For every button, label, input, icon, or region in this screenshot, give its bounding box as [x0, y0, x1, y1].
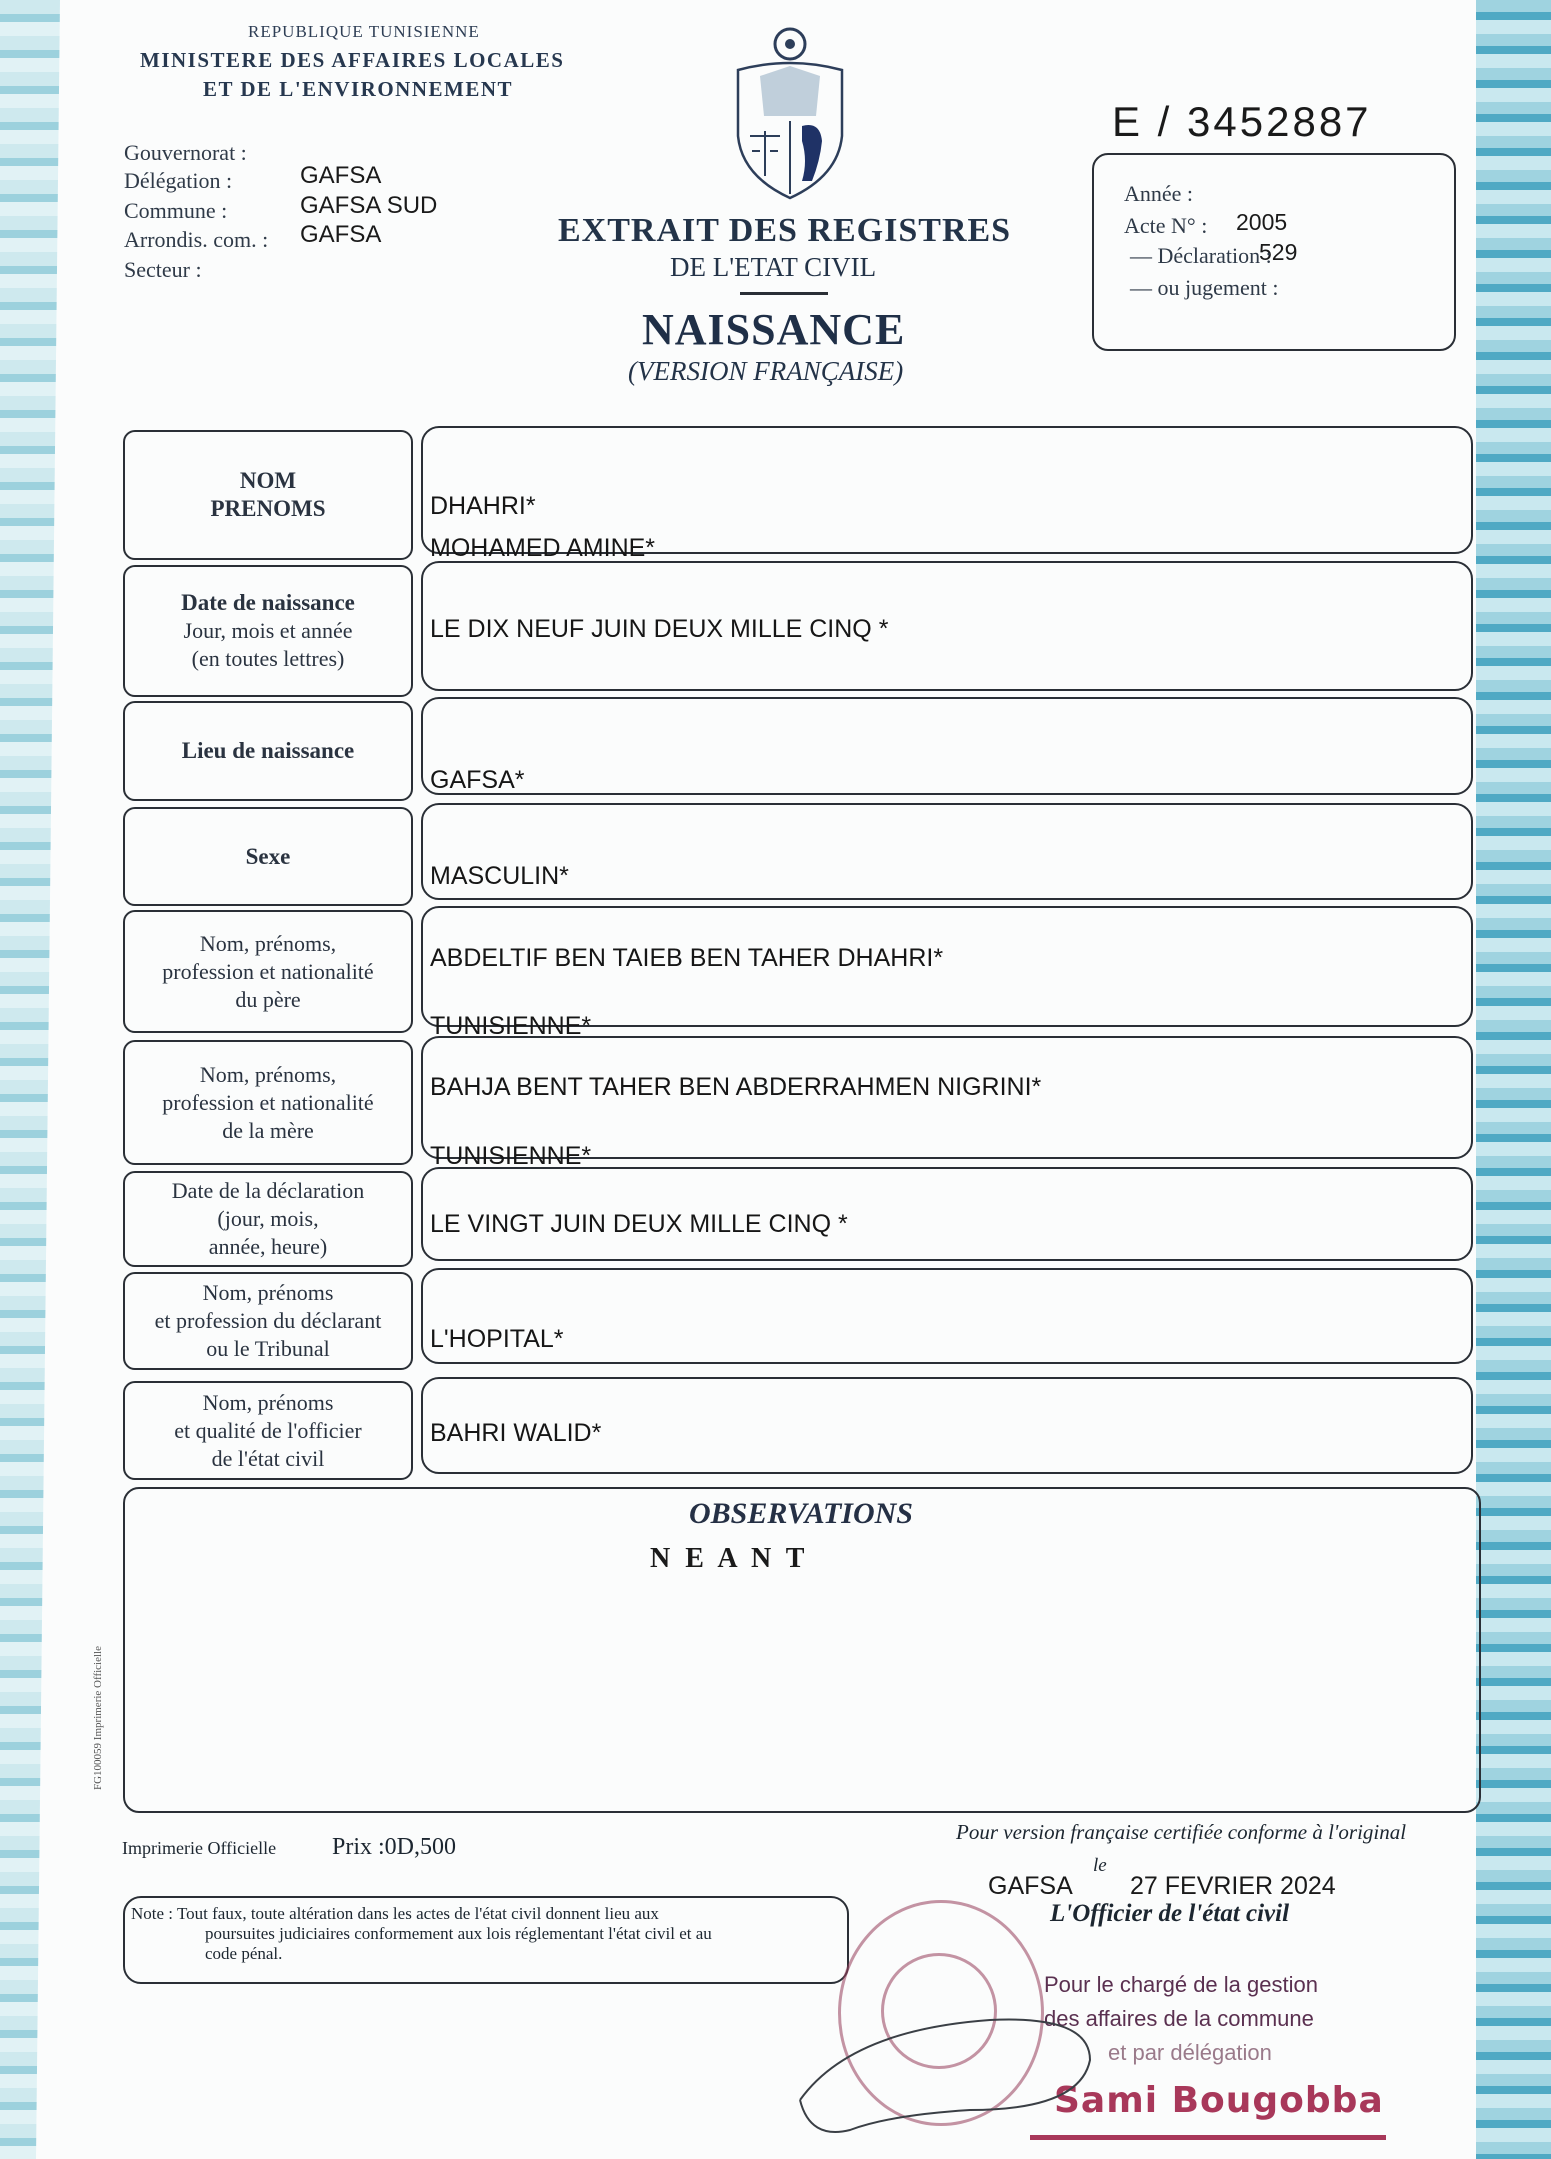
ministry-heading-2: ET DE L'ENVIRONNEMENT: [203, 77, 513, 101]
row-label-cell: [123, 701, 413, 801]
title-divider: [740, 292, 828, 295]
row-label: Sexe: [245, 843, 291, 869]
header-field-label: Délégation :: [124, 168, 233, 193]
row-label: Nom, prénoms: [202, 1389, 334, 1415]
row-label-cell: [123, 430, 413, 560]
document-title: EXTRAIT DES REGISTRES: [558, 212, 1012, 249]
row-label: (jour, mois,: [217, 1206, 319, 1231]
printer-side-mark: FG100059 Imprimerie Officielle: [92, 1646, 104, 1790]
row-label: NOM: [239, 468, 297, 493]
decorative-border-right: [1476, 0, 1551, 2159]
delegation-line-3: et par délégation: [1108, 2040, 1272, 2065]
annee-value: 2005: [1236, 209, 1288, 235]
republic-heading: REPUBLIQUE TUNISIENNE: [248, 22, 480, 41]
serial-number: E / 3452887: [1112, 98, 1372, 145]
row-value: MASCULIN*: [430, 862, 569, 890]
header-field-label: Gouvernorat :: [124, 140, 247, 165]
header-field-value: GAFSA: [300, 221, 382, 248]
row-label-cell: [123, 565, 413, 697]
row-label: profession et nationalité: [162, 1089, 374, 1115]
issue-date: 27 FEVRIER 2024: [1130, 1872, 1336, 1900]
row-label: de la mère: [222, 1117, 314, 1143]
row-label-cell: [123, 1272, 413, 1370]
header-field-label: Commune :: [124, 198, 228, 223]
header-field-label: Arrondis. com. :: [124, 227, 269, 252]
officer-title: L'Officier de l'état civil: [1050, 1900, 1290, 1927]
row-value: L'HOPITAL*: [430, 1325, 564, 1353]
row-value: TUNISIENNE*: [430, 1012, 592, 1040]
observations-box: [123, 1487, 1481, 1813]
price: Prix :0D,500: [332, 1834, 457, 1860]
issue-place: GAFSA: [988, 1872, 1073, 1900]
row-label: Nom, prénoms,: [199, 1061, 337, 1087]
legal-note-box: [123, 1896, 849, 1984]
row-label: Lieu de naissance: [181, 738, 355, 763]
row-value: GAFSA*: [430, 766, 525, 794]
note-line-2: poursuites judiciaires conformement aux lois réglementant l'état civil et au: [205, 1924, 712, 1943]
document-subtitle: DE L'ETAT CIVIL: [670, 252, 877, 282]
header-field-value: GAFSA: [300, 162, 382, 189]
annee-label: Année :: [1124, 181, 1194, 206]
row-value: MOHAMED AMINE*: [430, 534, 656, 562]
row-label: PRENOMS: [210, 496, 326, 521]
document-type: NAISSANCE: [642, 305, 906, 354]
row-value: BAHJA BENT TAHER BEN ABDERRAHMEN NIGRINI*: [430, 1073, 1042, 1101]
row-value: BAHRI WALID*: [430, 1419, 602, 1447]
row-label: de l'état civil: [211, 1445, 325, 1471]
row-label-cell: [123, 1040, 413, 1165]
observations-value: N E A N T: [650, 1543, 805, 1574]
signatory-name: Sami Bougobba: [1054, 2080, 1384, 2121]
row-value: LE VINGT JUIN DEUX MILLE CINQ *: [430, 1210, 848, 1238]
ministry-heading-1: MINISTERE DES AFFAIRES LOCALES: [140, 48, 565, 72]
delegation-line-2: des affaires de la commune: [1044, 2006, 1314, 2031]
decorative-border-left: [0, 0, 60, 2159]
row-value: TUNISIENNE*: [430, 1142, 592, 1170]
row-label: Date de naissance: [181, 590, 355, 615]
row-label: Nom, prénoms: [202, 1280, 334, 1305]
row-label: et qualité de l'officier: [174, 1417, 362, 1443]
note-line-1: Note : Tout faux, toute altération dans les actes de l'état civil donnent lieu aux: [131, 1904, 659, 1923]
note-line-3: code pénal.: [205, 1944, 283, 1963]
header-field-label: Secteur :: [124, 257, 202, 282]
row-label: ou le Tribunal: [206, 1336, 330, 1361]
acte-value: 529: [1259, 239, 1298, 265]
acte-label: Acte N° :: [1124, 213, 1208, 238]
row-value: ABDELTIF BEN TAIEB BEN TAHER DHAHRI*: [430, 944, 944, 972]
row-label-cell: [123, 1381, 413, 1480]
row-value: DHAHRI*: [430, 492, 536, 520]
observations-title: OBSERVATIONS: [689, 1497, 913, 1530]
row-label-cell: [123, 910, 413, 1033]
row-label: et profession du déclarant: [154, 1308, 382, 1333]
row-value-cell: [421, 803, 1473, 900]
coat-of-arms-emblem: [730, 26, 850, 202]
row-label-cell: [123, 1171, 413, 1267]
row-label-cell: [123, 807, 413, 906]
row-value: LE DIX NEUF JUIN DEUX MILLE CINQ *: [430, 615, 889, 643]
declaration-label: — Déclaration :: [1130, 243, 1272, 268]
row-label: année, heure): [208, 1234, 328, 1259]
delegation-line-1: Pour le chargé de la gestion: [1044, 1972, 1318, 1997]
printer-label: Imprimerie Officielle: [122, 1838, 277, 1858]
row-label: Date de la déclaration: [171, 1178, 365, 1203]
row-label: Jour, mois et année: [183, 618, 353, 643]
row-label: profession et nationalité: [162, 958, 374, 984]
le-label: le: [1093, 1855, 1107, 1876]
certified-statement: Pour version française certifiée conforme à l'original: [956, 1820, 1407, 1844]
acte-box: [1092, 153, 1456, 351]
row-label: (en toutes lettres): [191, 646, 345, 671]
handwritten-signature: [790, 1990, 1170, 2140]
version-label: (VERSION FRANÇAISE): [628, 356, 904, 386]
row-label: Nom, prénoms,: [199, 930, 337, 956]
jugement-label: — ou jugement :: [1130, 275, 1279, 300]
header-field-value: GAFSA SUD: [300, 192, 438, 219]
row-value-cell: [421, 1268, 1473, 1364]
row-value-cell: [421, 697, 1473, 795]
row-label: du père: [235, 986, 301, 1012]
